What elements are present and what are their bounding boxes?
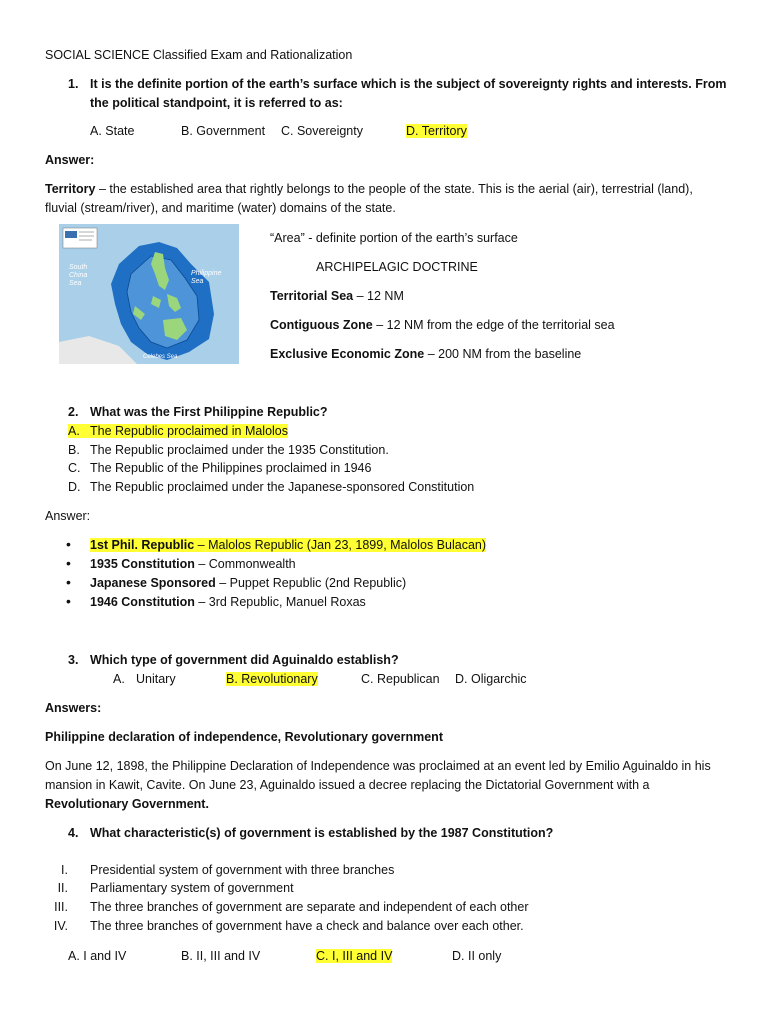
q2-bullet-3: Japanese Sponsored – Puppet Republic (2nd Republic) [90,576,407,590]
question-number: 4. [68,826,79,840]
q4-roman-1: I. [61,863,68,877]
q3-paragraph-line3: Revolutionary Government. [45,797,209,811]
q3-answer-label: Answers: [45,701,102,715]
zone-contiguous: Contiguous Zone – 12 NM from the edge of the territorial sea [270,318,615,332]
q3-paragraph-line2: mansion in Kawit, Cavite. On June 23, Aguinaldo issued a decree replacing the Dictatorial Government with a [45,778,650,792]
bullet-icon: • [66,555,71,571]
q1-choice-d-correct: D. Territory [406,124,467,138]
map-graphic [59,224,239,364]
bullet-icon: • [66,574,71,590]
area-note: “Area” - definite portion of the earth’s surface [270,231,518,245]
q3-choice-c: C. Republican [361,672,440,686]
bullet-icon: • [66,536,71,552]
q4-choice-d: D. II only [452,949,502,963]
question-1-text-cont: the political standpoint, it is referred to as: [90,96,343,110]
q4-choice-b: B. II, III and IV [181,949,261,963]
territory-definition [45,182,693,196]
zone-territorial-sea: Territorial Sea – 12 NM [270,289,404,303]
zone-eez: Exclusive Economic Zone – 200 NM from the baseline [270,347,582,361]
q4-choice-a: A. I and IV [68,949,127,963]
q4-roman-3: III. [54,900,68,914]
philippine-map-image [59,224,239,364]
q3-subheading: Philippine declaration of independence, Revolutionary government [45,730,443,744]
territory-definition-cont: fluvial (stream/river), and maritime (water) domains of the state. [45,201,396,215]
q1-choice-a: A. State [90,124,135,138]
question-1-text: It is the definite portion of the earth’s surface which is the subject of sovereignty rights and interests. From [90,77,727,91]
map-label-south-china-sea: South China Sea [69,264,88,287]
question-4-text: What characteristic(s) of government is established by the 1987 Constitution? [90,826,554,840]
bullet-icon: • [66,593,71,609]
question-number: 3. [68,653,79,667]
q1-choice-b: B. Government [181,124,266,138]
map-label-celebes-sea: Celebes Sea [143,354,178,360]
territory-term: Territory [45,182,96,196]
territory-desc: – the established area that rightly belongs to the people of the state. This is the aerial (air), terrestrial (land), [95,182,693,196]
q2-choice-c: C. The Republic of the Philippines proclaimed in 1946 [68,461,372,475]
q4-item-4: The three branches of government have a check and balance over each other. [90,919,524,933]
archipelagic-doctrine: ARCHIPELAGIC DOCTRINE [316,260,478,274]
document-title: SOCIAL SCIENCE Classified Exam and Rationalization [45,48,353,62]
q4-item-3: The three branches of government are separate and independent of each other [90,900,529,914]
q3-paragraph-line1: On June 12, 1898, the Philippine Declaration of Independence was proclaimed at an event led by Emilio Aguinaldo in his [45,759,711,773]
q2-choice-a-correct: A. The Republic proclaimed in Malolos [68,424,289,438]
q1-answer-label: Answer: [45,153,95,167]
q4-roman-4: IV. [53,919,68,933]
q2-choice-d: D. The Republic proclaimed under the Japanese-sponsored Constitution [68,480,475,494]
q4-item-1: Presidential system of government with three branches [90,863,395,877]
q4-item-2: Parliamentary system of government [90,881,294,895]
q2-bullet-2: 1935 Constitution – Commonwealth [90,557,296,571]
q1-choice-c: C. Sovereignty [281,124,363,138]
question-number: 1. [68,77,79,91]
q3-choice-d: D. Oligarchic [455,672,527,686]
q2-bullet-4: 1946 Constitution – 3rd Republic, Manuel Roxas [90,595,366,609]
question-2-text: What was the First Philippine Republic? [90,405,328,419]
q3-choice-a-letter: A. [113,672,125,686]
q3-choice-a: Unitary [136,672,176,686]
question-3-text: Which type of government did Aguinaldo establish? [90,653,399,667]
q4-choice-c-correct: C. I, III and IV [316,949,393,963]
map-label-philippine-sea: Philippine Sea [191,270,222,285]
q2-answer-label: Answer: [45,509,91,523]
q3-choice-b-correct: B. Revolutionary [226,672,318,686]
q2-choice-b: B. The Republic proclaimed under the 1935 Constitution. [68,443,389,457]
question-number: 2. [68,405,79,419]
q2-bullet-1: 1st Phil. Republic – Malolos Republic (Jan 23, 1899, Malolos Bulacan) [90,538,487,552]
q4-roman-2: II. [57,881,68,895]
